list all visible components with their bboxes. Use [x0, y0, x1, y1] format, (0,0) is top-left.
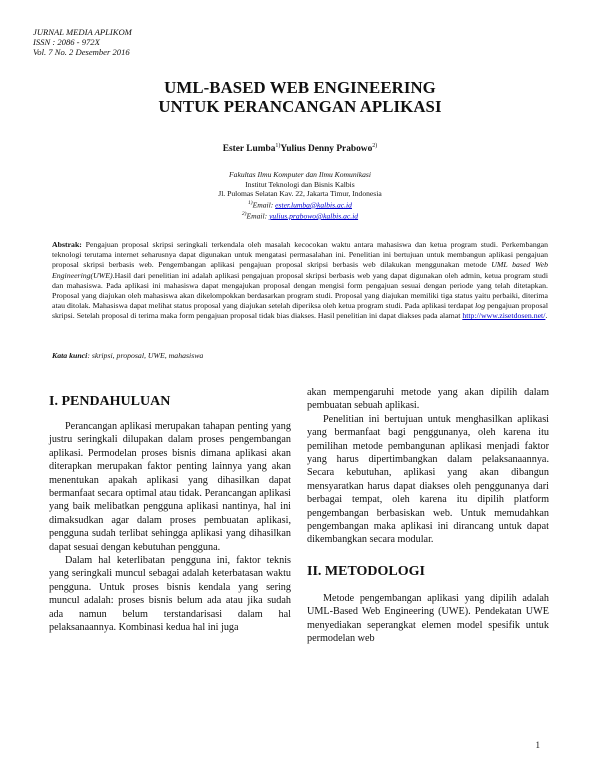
abstract: [52, 240, 548, 322]
abstract-method: UML based Web Engineering(UWE): [52, 260, 548, 280]
abstract-log: log: [475, 301, 486, 311]
author-1: Ester Lumba: [222, 144, 276, 155]
section-1-paragraph-4: Penelitian ini bertujuan untuk menghasilkan aplikasi yang bermanfaat bagi penggunanya, oleh karena itu pemilihan metode pembangunan aplikasi menjadi faktor yang harus dipertimbangkan dalam pelaksanaannya. Secara kebutuhan, aplikasi yang akan dibangun mensyaratkan harus dapat diakses oleh penggunanya dari berbagai tempat, oleh karena itu dipilih platform pengembangan berbasiskan web. Untuk memudahkan pengembangan maka aplikasi ini dirancang untuk dapat dikembangkan secara modular.: [307, 413, 549, 546]
email-2-line: [0, 210, 600, 221]
abstract-text-3: pengajuan proposal skripsi. Setelah proposal di terima maka form pengajuan proposal tidak bias diakses. Hasil penelitian ini dapat diakses pada alamat: [52, 301, 549, 321]
email-1-line: [0, 199, 600, 210]
author-2-mark: 2): [372, 143, 378, 149]
email-2-label: Email:: [246, 211, 270, 221]
section-1-heading: I. PENDAHULUAN: [49, 394, 171, 409]
abstract-text-4: .: [545, 311, 548, 321]
author-1-mark: 1): [275, 143, 281, 149]
abstract-label: Abstrak:: [52, 240, 82, 249]
email-2-mark: 2): [241, 210, 247, 217]
faculty: Fakultas Ilmu Komputer dan Ilmu Komunikasi: [229, 170, 371, 179]
affiliation: [0, 170, 600, 221]
author-2: Yulius Denny Prabowo: [280, 144, 373, 155]
email-1-mark: 1): [248, 199, 253, 206]
section-2-paragraph-1: Metode pengembangan aplikasi yang dipilih adalah UML-Based Web Engineering (UWE). Pendekatan UWE menyediakan seperangkat elemen model spesifik untuk permodelan web: [307, 592, 549, 645]
journal-name: JURNAL MEDIA APLIKOM: [33, 27, 132, 37]
institute: Institut Teknologi dan Bisnis Kalbis: [245, 179, 355, 189]
authors: [0, 143, 600, 154]
left-column: [49, 393, 291, 635]
address: Jl. Pulomas Selatan Kav. 22, Jakarta Timur, Indonesia: [218, 189, 382, 199]
section-2-heading: II. METODOLOGI: [307, 563, 425, 579]
keywords-label: Kata kunci: [52, 351, 88, 360]
abstract-text-2: .Hasil dari penelitian ini adalah aplikasi pengajuan proposal skripsi berbasis web yang dapat digunakan oleh admin, ketua program studi dan mahasiswa. Pada aplikasi ini mahasiswa dapat mengajukan proposal dengan mengisi form pengajuan sesuai dengan periode yang telah ditetapkan. Proposal yang diajukan oleh mahasiswa akan dikelompokkan berdasarkan program studi. Proposal yang diajukan memiliki tiga status yaitu perbaiki, diterima atau ditolak. Mahasiswa dapat melihat status proposal yang diajukan setelah diperiksa oleh ketua program studi. Pada aplikasi terdapat: [52, 270, 548, 311]
title-line-1: UML-BASED WEB ENGINEERING: [164, 78, 436, 97]
page-number: 1: [535, 740, 540, 750]
right-column: [307, 386, 549, 646]
paper-title: [0, 78, 600, 116]
title-line-2: UNTUK PERANCANGAN APLIKASI: [158, 97, 442, 116]
journal-issn: ISSN : 2086 - 972X: [33, 37, 100, 47]
section-1-paragraph-1: Perancangan aplikasi merupakan tahapan penting yang justru seringkali dilupakan dalam proses pengembangan aplikasi. Permodelan proses bisnis dimana aplikasi akan diterapkan merupakan faktor penting lainnya yang akan menentukan apakah aplikasi yang dihasilkan dapat bermanfaat secara optimal atau tidak. Perancangan aplikasi yang baik melibatkan pengguna aplikasi nantinya, hal ini dimaksudkan agar dalam proses pembuatan aplikasi, pengguna sudah terlibat sehingga aplikasi yang dihasilkan dapat sesuai dengan kebutuhan pengguna.: [49, 421, 291, 553]
email-2-link[interactable]: yulius.prabowo@kalbis.ac.id: [269, 211, 359, 221]
journal-header: [33, 27, 132, 57]
abstract-url-link[interactable]: http://www.zisetdosen.net/: [462, 311, 546, 321]
journal-volume: Vol. 7 No. 2 Desember 2016: [33, 47, 130, 57]
email-1-link[interactable]: ester.lumba@kalbis.ac.id: [275, 200, 352, 210]
section-1-paragraph-3: akan mempengaruhi metode yang akan dipilih dalam pembuatan sebuah aplikasi.: [307, 387, 549, 412]
section-1-paragraph-2: Dalam hal keterlibatan pengguna ini, faktor teknis yang seringkali muncul sebagai adalah keterbatasan waktu pengguna. Untuk proses bisnis kendala yang sering muncul adalah: proses bisnis belum ada atau jika sudah ada namun belum terstandarisasi dalam hal pelaksanaannya. Kombinasi kedua hal ini juga: [49, 555, 291, 634]
keywords: [52, 351, 203, 360]
keywords-text: : skripsi, proposal, UWE, mahasiswa: [87, 351, 204, 360]
email-1-label: Email:: [252, 200, 276, 210]
abstract-text-1: Pengajuan proposal skripsi seringkali terkendala oleh masalah kecocokan waktu antara mahasiswa dan ketua program studi. Perkembangan teknologi terutama internet seharusnya dapat digunakan untuk mengatasi permasalahan ini. Penelitian ini bertujuan untuk membangun aplikasi pengajuan proposal skripsi berbasis web. Pengembangan aplikasi pengajuan proposal skripsi berbasis web dilakukan menggunakan metode: [52, 240, 548, 270]
